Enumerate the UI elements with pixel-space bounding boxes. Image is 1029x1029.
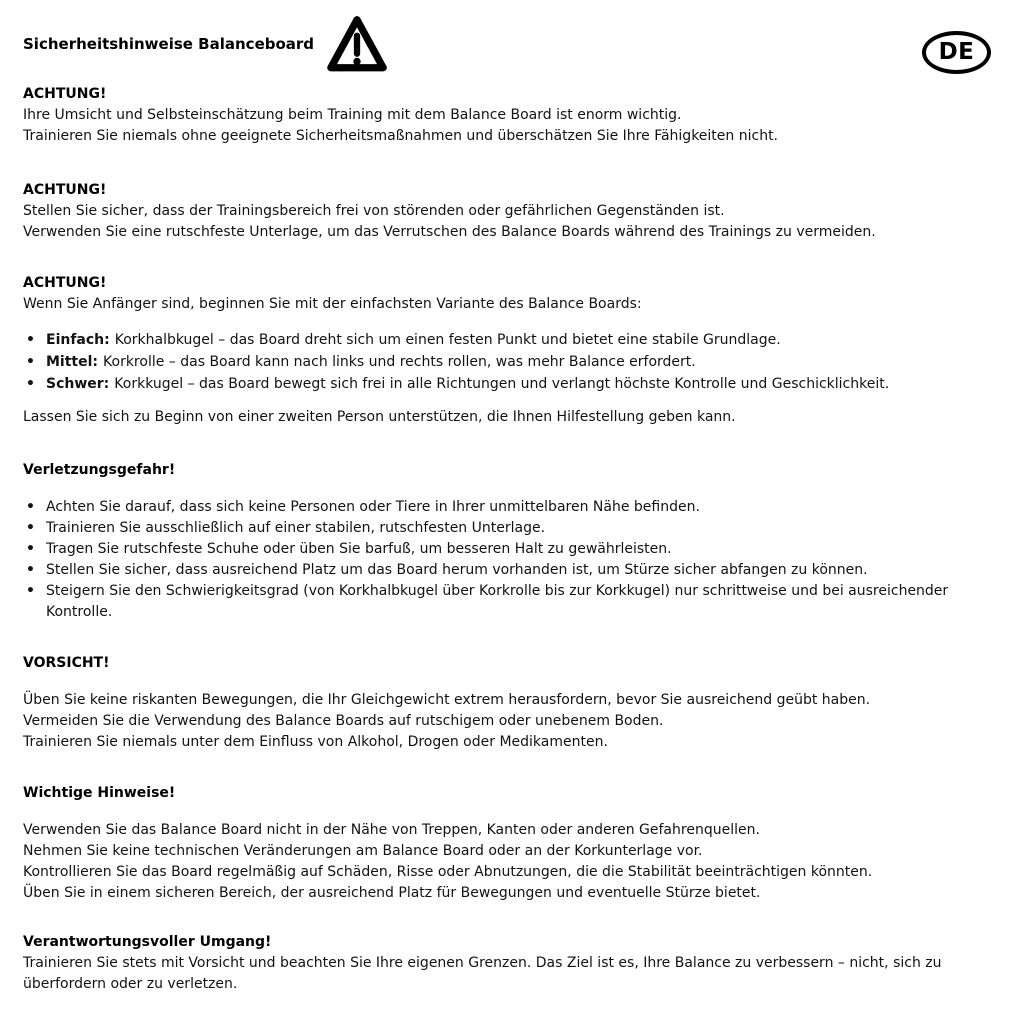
language-badge bbox=[922, 31, 991, 74]
list-item bbox=[26, 497, 1003, 518]
difficulty-label: Schwer: bbox=[46, 376, 110, 392]
bullet-icon bbox=[26, 518, 46, 539]
language-badge-label: DE bbox=[938, 39, 975, 65]
section-heading: ACHTUNG! bbox=[23, 275, 107, 291]
bullet-text bbox=[46, 373, 889, 395]
paragraph: Trainieren Sie niemals unter dem Einfluss von Alkohol, Drogen oder Medikamenten. bbox=[23, 734, 608, 750]
page-title: Sicherheitshinweise Balanceboard bbox=[23, 34, 315, 53]
difficulty-text: Korkhalbkugel – das Board dreht sich um einen festen Punkt und bietet eine stabile Grundlage. bbox=[114, 332, 781, 348]
section-achtung-3 bbox=[23, 273, 1003, 428]
difficulty-text: Korkrolle – das Board kann nach links und rechts rollen, was mehr Balance erfordert. bbox=[103, 354, 696, 370]
paragraph: Ihre Umsicht und Selbsteinschätzung beim Training mit dem Balance Board ist enorm wichtig. bbox=[23, 107, 682, 123]
bullet-text: Trainieren Sie ausschließlich auf einer stabilen, rutschfesten Unterlage. bbox=[46, 520, 546, 536]
section-heading: ACHTUNG! bbox=[23, 86, 107, 102]
list-item bbox=[26, 560, 1003, 581]
hazard-list bbox=[26, 497, 1003, 623]
bullet-icon bbox=[26, 373, 46, 395]
bullet-icon bbox=[26, 329, 46, 351]
list-item bbox=[26, 351, 1003, 373]
paragraph: Üben Sie in einem sicheren Bereich, der ausreichend Platz für Bewegungen und eventuelle Stürze bietet. bbox=[23, 885, 761, 901]
section-heading: Verantwortungsvoller Umgang! bbox=[23, 934, 272, 950]
bullet-icon bbox=[26, 560, 46, 581]
section-heading: ACHTUNG! bbox=[23, 182, 107, 198]
bullet-text bbox=[46, 329, 781, 351]
paragraph: Trainieren Sie stets mit Vorsicht und beachten Sie Ihre eigenen Grenzen. Das Ziel ist es, Ihre Balance zu verbessern – nicht, sich zu überfordern oder zu verletzen. bbox=[23, 955, 942, 992]
bullet-text: Achten Sie darauf, dass sich keine Personen oder Tiere in Ihrer unmittelbaren Nähe befinden. bbox=[46, 499, 700, 515]
bullet-icon bbox=[26, 581, 46, 602]
bullet-text bbox=[46, 351, 696, 373]
list-item bbox=[26, 518, 1003, 539]
difficulty-list bbox=[26, 329, 1003, 395]
paragraph: Verwenden Sie das Balance Board nicht in der Nähe von Treppen, Kanten oder anderen Gefahrenquellen. bbox=[23, 822, 760, 838]
paragraph: Vermeiden Sie die Verwendung des Balance Boards auf rutschigem oder unebenem Boden. bbox=[23, 713, 664, 729]
bullet-icon bbox=[26, 497, 46, 518]
paragraph: Wenn Sie Anfänger sind, beginnen Sie mit der einfachsten Variante des Balance Boards: bbox=[23, 296, 642, 312]
list-item bbox=[26, 373, 1003, 395]
section-heading: VORSICHT! bbox=[23, 655, 110, 671]
difficulty-label: Einfach: bbox=[46, 332, 110, 348]
paragraph: Nehmen Sie keine technischen Veränderungen am Balance Board oder an der Korkunterlage vor. bbox=[23, 843, 703, 859]
section-vorsicht bbox=[23, 653, 1003, 753]
paragraph: Kontrollieren Sie das Board regelmäßig auf Schäden, Risse oder Abnutzungen, die die Stabilität beeinträchtigen könnten. bbox=[23, 864, 873, 880]
paragraph: Stellen Sie sicher, dass der Trainingsbereich frei von störenden oder gefährlichen Gegenständen ist. bbox=[23, 203, 725, 219]
section-achtung-2 bbox=[23, 180, 1003, 243]
paragraph: Lassen Sie sich zu Beginn von einer zweiten Person unterstützen, die Ihnen Hilfestellung geben kann. bbox=[23, 409, 736, 425]
warning-triangle-icon bbox=[326, 13, 388, 75]
section-wichtige-hinweise bbox=[23, 783, 1003, 904]
list-item bbox=[26, 539, 1003, 560]
bullet-icon bbox=[26, 351, 46, 373]
section-verantwortungsvoller-umgang bbox=[23, 932, 1003, 995]
section-heading: Verletzungsgefahr! bbox=[23, 462, 176, 478]
section-heading: Wichtige Hinweise! bbox=[23, 785, 176, 801]
paragraph: Üben Sie keine riskanten Bewegungen, die Ihr Gleichgewicht extrem herausfordern, bevor Sie ausreichend geübt haben. bbox=[23, 692, 871, 708]
section-verletzungsgefahr bbox=[23, 460, 1003, 623]
bullet-text: Steigern Sie den Schwierigkeitsgrad (von Korkhalbkugel über Korkrolle bis zur Korkkugel) nur schrittweise und bei ausreichender Kontrolle. bbox=[46, 583, 949, 620]
paragraph: Verwenden Sie eine rutschfeste Unterlage, um das Verrutschen des Balance Boards während des Trainings zu vermeiden. bbox=[23, 224, 876, 240]
difficulty-text: Korkkugel – das Board bewegt sich frei in alle Richtungen und verlangt höchste Kontrolle und Geschicklichkeit. bbox=[114, 376, 890, 392]
list-item bbox=[26, 581, 1003, 623]
document-header bbox=[23, 12, 1003, 76]
bullet-text: Tragen Sie rutschfeste Schuhe oder üben Sie barfuß, um besseren Halt zu gewährleisten. bbox=[46, 541, 672, 557]
difficulty-label: Mittel: bbox=[46, 354, 99, 370]
paragraph: Trainieren Sie niemals ohne geeignete Sicherheitsmaßnahmen und überschätzen Sie Ihre Fähigkeiten nicht. bbox=[23, 128, 779, 144]
section-achtung-1 bbox=[23, 84, 1003, 147]
bullet-icon bbox=[26, 539, 46, 560]
list-item bbox=[26, 329, 1003, 351]
bullet-text: Stellen Sie sicher, dass ausreichend Platz um das Board herum vorhanden ist, um Stürze sicher abfangen zu können. bbox=[46, 562, 868, 578]
